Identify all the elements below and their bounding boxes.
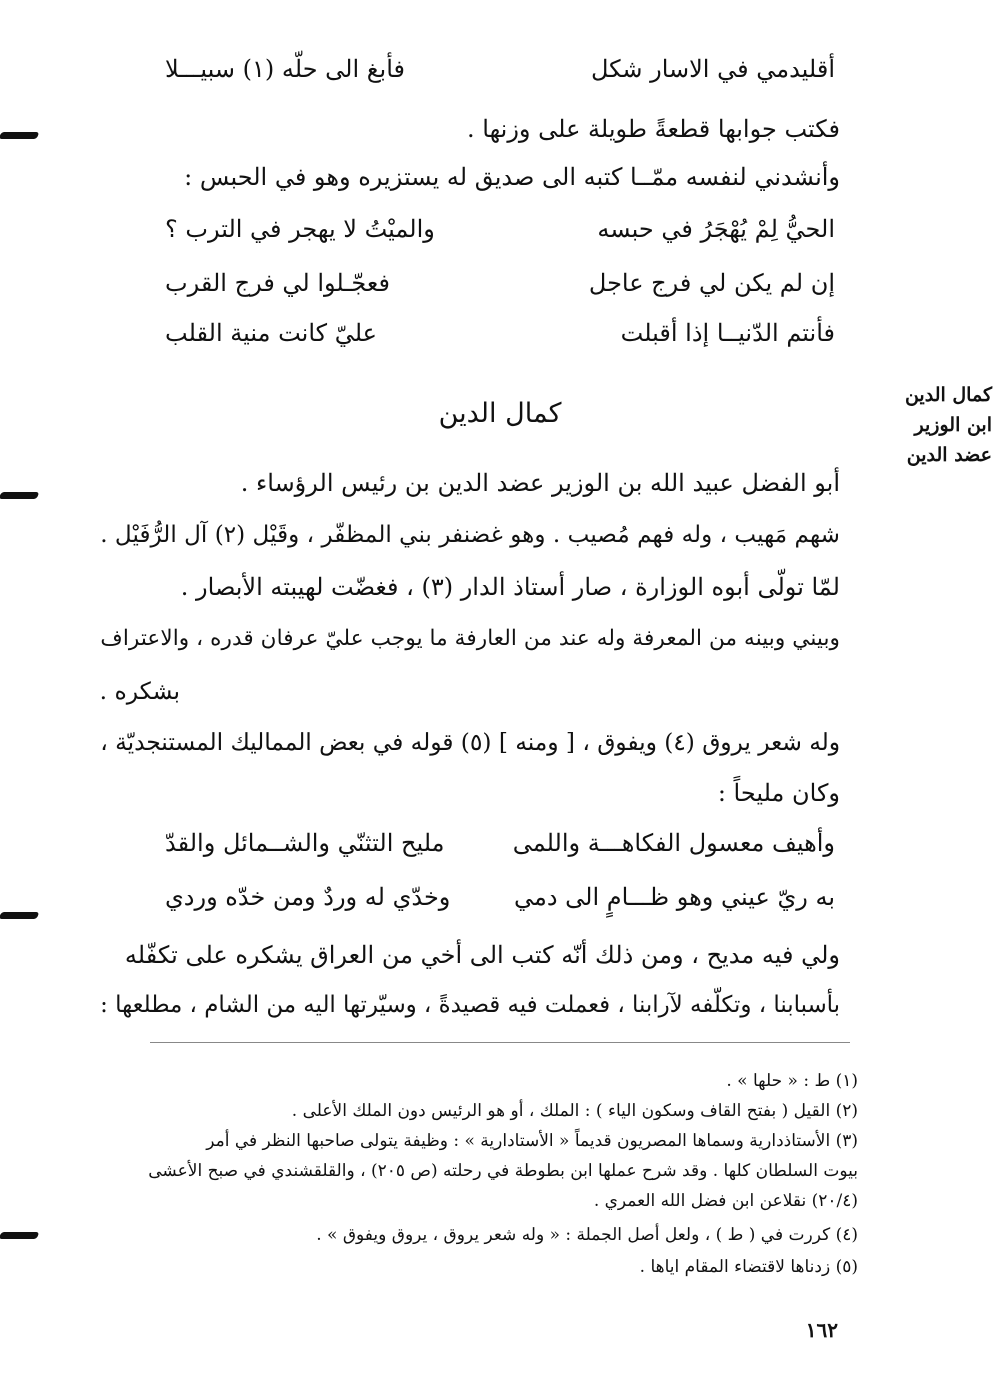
binding-mark — [0, 492, 39, 499]
footnote: بيوت السلطان كلها . وقد شرح عملها ابن بطوطة في رحلته (ص ٢٠٥) ، والقلقشندي في صبح الأعشى — [148, 1161, 858, 1181]
footnote: (٣) الأستاذدارية وسماها المصريون قديماً « الأستادارية » : وظيفة يتولى صاحبها النظر في أمر — [206, 1131, 858, 1151]
text-line: بشكره . — [99, 677, 180, 705]
verse-line — [165, 52, 835, 86]
verse-line — [165, 826, 835, 860]
footnote: (٢) القيل ( بفتح القاف وسكون الياء ) : الملك ، أو هو الرئيس دون الملك الأعلى . — [291, 1101, 858, 1121]
binding-mark — [0, 132, 39, 139]
margin-note-line: ابن الوزير — [914, 414, 992, 436]
text-line: وأنشدني لنفسه ممّــا كتبه الى صديق له يستزيره وهو في الحبس : — [184, 163, 840, 191]
verse-first-hemistich: وأهيف معسول الفكاهـــة واللمى — [512, 829, 835, 857]
verse-second-hemistich: مليح التثنّي والشــمائل والقدّ — [165, 829, 445, 857]
footnote: (٤) كررت في ( ط ) ، ولعل أصل الجملة : « وله شعر يروق ، يروق ويفوق » . — [316, 1225, 858, 1245]
verse-line — [165, 266, 835, 300]
verse-second-hemistich: وخدّي له وردٌ ومن خدّه وردي — [165, 883, 451, 911]
footnote: (١) ط : « حلها » . — [726, 1071, 858, 1091]
verse-second-hemistich: فعجّـلوا لي فرج القرب — [165, 269, 390, 297]
text-line: وكان مليحاً : — [717, 779, 840, 807]
footnote-divider — [150, 1042, 850, 1043]
verse-first-hemistich: أقليدمي في الاسار شكل — [590, 55, 835, 83]
binding-mark — [0, 1232, 39, 1239]
text-line: فكتب جوابها قطعةً طويلة على وزنها . — [467, 115, 840, 143]
text-line: بأسبابنا ، وتكلّفه لآرابنا ، فعملت فيه قصيدةً ، وسيّرتها اليه من الشام ، مطلعها : — [100, 992, 840, 1018]
text-line: ولي فيه مديح ، ومن ذلك أنّه كتب الى أخي من العراق يشكره على تكفّله — [124, 941, 840, 969]
verse-first-hemistich: إن لم يكن لي فرج عاجل — [588, 269, 835, 297]
section-title: كمال الدين — [438, 398, 562, 429]
verse-second-hemistich: عليّ كانت منية القلب — [165, 319, 377, 347]
text-line: لمّا تولّى أبوه الوزارة ، صار أستاذ الدار (٣) ، فغضّت لهيبته الأبصار . — [180, 573, 840, 601]
verse-first-hemistich: به ريّ عيني وهو ظـــامٍ الى دمي — [513, 883, 835, 911]
footnote: (٢٠/٤) نقلاعن ابن فضل الله العمري . — [593, 1191, 858, 1211]
text-line: أبو الفضل عبيد الله بن الوزير عضد الدين بن رئيس الرؤساء . — [240, 469, 840, 497]
text-line: وبيني وبينه من المعرفة وله عند من العارفة ما يوجب عليّ عرفان قدره ، والاعتراف — [100, 626, 840, 651]
verse-first-hemistich: فأنتم الدّنيــا إذا أقبلت — [620, 319, 835, 347]
margin-note-line: عضد الدين — [906, 444, 992, 466]
binding-mark — [0, 912, 39, 919]
text-line: وله شعر يروق (٤) ويفوق ، [ ومنه ] (٥) قوله في بعض المماليك المستنجديّة ، — [100, 729, 840, 756]
verse-second-hemistich: والميْتُ لا يهجر في الترب ؟ — [165, 215, 435, 243]
verse-first-hemistich: الحيُّ لِمْ يُهْجَرُ في حبسه — [597, 215, 835, 243]
verse-line — [165, 212, 835, 246]
margin-note-line: كمال الدين — [904, 384, 992, 406]
page-number: ١٦٢ — [805, 1318, 838, 1342]
text-line: شهم مَهيب ، وله فهم مُصيب . وهو غضنفر بني المظفّر ، وقَيْل (٢) آل الرُّفَيْل . — [100, 522, 840, 548]
footnote: (٥) زدناها لاقتضاء المقام اياها . — [639, 1257, 858, 1277]
verse-line — [165, 316, 835, 350]
verse-second-hemistich: فأبغ الى حلّه (١) سبيـــلا — [165, 55, 406, 83]
verse-line — [165, 880, 835, 914]
